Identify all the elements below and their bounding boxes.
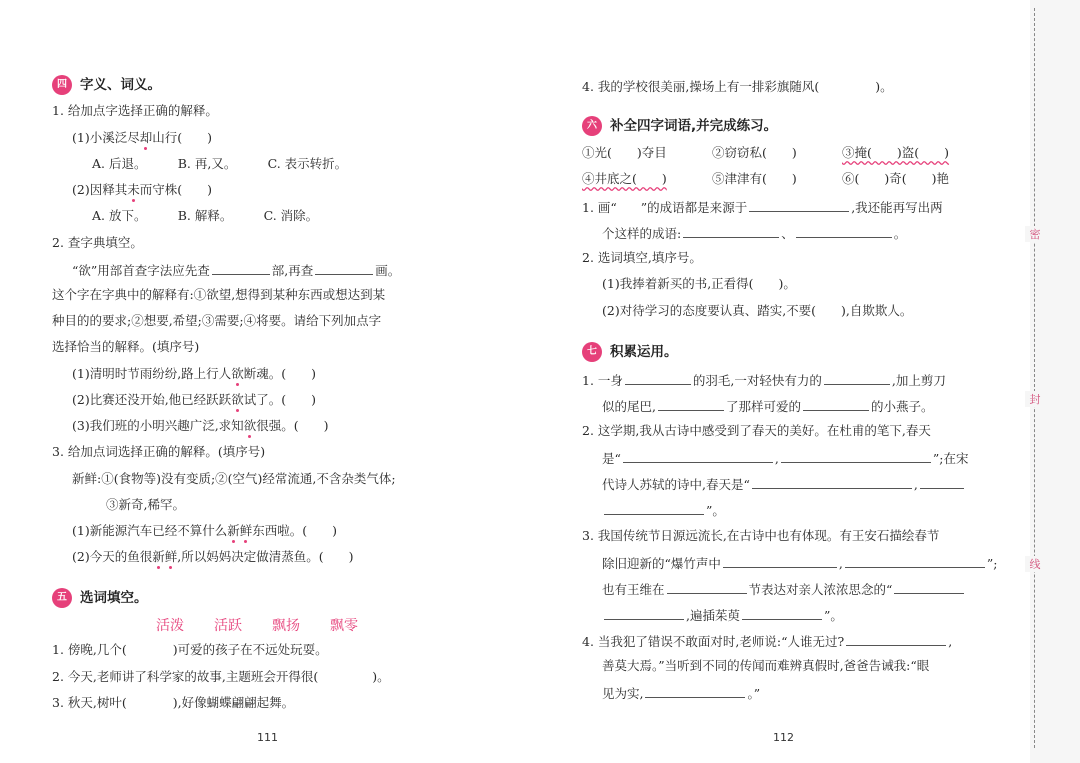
- answer-blank[interactable]: [658, 396, 724, 411]
- accumulate-question-4: 4. 当我犯了错误不敢面对时,老师说:“人谁无过? ,: [582, 631, 952, 651]
- dotted-char: 鲜: [164, 549, 178, 564]
- idiom-5: ⑤津津有( ): [712, 171, 797, 186]
- binding-margin: [1030, 0, 1080, 763]
- fill-question-2: 2. 今天,老师讲了科学家的故事,主题班会开得很( )。: [52, 669, 390, 684]
- accumulate-question-2-line-c: 代诗人苏轼的诗中,春天是“ ,: [602, 474, 966, 494]
- section-6-question-2: 2. 选词填空,填序号。: [582, 250, 702, 265]
- word-choice-2: 活跃: [214, 618, 242, 634]
- answer-blank[interactable]: [845, 553, 985, 568]
- idiom-4: ④井底之( ): [582, 171, 667, 186]
- binding-label-mi: 密: [1025, 226, 1045, 242]
- question-1-item-1: (1)小溪泛尽却山行( ): [72, 130, 212, 145]
- idiom-6: ⑥( )奇( )艳: [842, 171, 950, 186]
- answer-blank[interactable]: [781, 448, 931, 463]
- answer-blank[interactable]: [920, 474, 964, 489]
- section-6-question-2-item-2: (2)对待学习的态度要认真、踏实,不要( ),自欺欺人。: [602, 303, 913, 318]
- section-title: 补全四字词语,并完成练习。: [610, 118, 778, 134]
- question-1-item-2: (2)因释其未而守株( ): [72, 182, 212, 197]
- section-badge: 五: [52, 588, 72, 608]
- question-3-item-2: (2)今天的鱼很新鲜,所以妈妈决定做清蒸鱼。( ): [72, 549, 354, 564]
- section-title: 选词填空。: [80, 590, 148, 606]
- accumulate-question-2: 2. 这学期,我从古诗中感受到了春天的美好。在杜甫的笔下,春天: [582, 423, 931, 438]
- answer-blank[interactable]: [623, 448, 773, 463]
- binding-label-xian: 线: [1025, 556, 1045, 572]
- binding-label-feng: 封: [1025, 391, 1045, 407]
- accumulate-question-2-line-d: ”。: [602, 500, 725, 520]
- accumulate-question-4-line-b: 善莫大焉。”当听到不同的传闻而难辨真假时,爸爸告诫我:“眼: [602, 658, 930, 673]
- accumulate-question-3: 3. 我国传统节日源远流长,在古诗中也有体现。有王安石描绘春节: [582, 528, 940, 543]
- question-2-line-d: 选择恰当的解释。(填序号): [52, 339, 200, 354]
- word-choice-4: 飘零: [330, 618, 358, 634]
- section-badge: 七: [582, 342, 602, 362]
- answer-blank[interactable]: [212, 260, 270, 275]
- dotted-char: 欲: [243, 418, 257, 433]
- binding-dashed-line: [1034, 8, 1035, 748]
- question-2: 2. 查字典填空。: [52, 235, 143, 250]
- question-2-item-1: (1)清明时节雨纷纷,路上行人欲断魂。( ): [72, 366, 316, 381]
- dotted-char: 新: [152, 549, 165, 564]
- page-number-right: 112: [773, 731, 794, 744]
- idiom-1: ①光( )夺目: [582, 145, 667, 160]
- accumulate-question-3-line-b: 除旧迎新的“爆竹声中 , ”;: [602, 553, 998, 573]
- page-number-left: 111: [257, 731, 278, 744]
- dotted-char: 欲: [231, 366, 244, 381]
- accumulate-question-3-line-c: 也有王维在 节表达对亲人浓浓思念的“: [602, 579, 966, 599]
- question-2-line-c: 种目的的要求;②想要,希望;③需要;④将要。请给下列加点字: [52, 313, 382, 328]
- accumulate-question-3-line-d: ,遍插茱萸 ”。: [602, 605, 843, 625]
- idiom-2: ②窃窃私( ): [712, 145, 797, 160]
- answer-blank[interactable]: [645, 683, 745, 698]
- dotted-char: 却: [139, 130, 153, 145]
- right-page: [540, 0, 1030, 763]
- word-choice-3: 飘扬: [272, 618, 300, 634]
- answer-blank[interactable]: [796, 223, 892, 238]
- answer-blank[interactable]: [752, 474, 912, 489]
- fill-question-3: 3. 秋天,树叶( ),好像蝴蝶翩翩起舞。: [52, 695, 295, 710]
- answer-blank[interactable]: [742, 605, 822, 620]
- question-3: 3. 给加点词选择正确的解释。(填序号): [52, 444, 266, 459]
- accumulate-question-1: 1. 一身 的羽毛,一对轻快有力的 ,加上剪刀: [582, 370, 946, 390]
- accumulate-question-1-cont: 似的尾巴, 了那样可爱的 的小燕子。: [602, 396, 934, 416]
- question-2-line-b: 这个字在字典中的解释有:①欲望,想得到某种东西或想达到某: [52, 287, 386, 302]
- answer-blank[interactable]: [749, 197, 849, 212]
- question-2-line-a: “欲”用部首查字法应先查 部,再查 画。: [72, 260, 400, 280]
- section-6-question-2-item-1: (1)我捧着新买的书,正看得( )。: [602, 276, 796, 291]
- idiom-3: ③掩( )盗( ): [842, 145, 950, 160]
- answer-blank[interactable]: [604, 605, 684, 620]
- section-6-question-1: 1. 画“ ”的成语都是来源于 ,我还能再写出两: [582, 197, 943, 217]
- section-5-heading: [52, 588, 148, 608]
- answer-blank[interactable]: [315, 260, 373, 275]
- dotted-char: 欲: [231, 392, 244, 407]
- section-6-heading: [582, 116, 777, 136]
- word-choice-1: 活泼: [156, 618, 184, 634]
- answer-blank[interactable]: [683, 223, 779, 238]
- accumulate-question-2-line-b: 是“ , ”;在宋: [602, 448, 968, 468]
- question-3-line-a: 新鲜:①(食物等)没有变质;②(空气)经常流通,不含杂类气体;: [72, 471, 396, 486]
- section-title: 积累运用。: [610, 344, 678, 360]
- answer-blank[interactable]: [894, 579, 964, 594]
- answer-blank[interactable]: [604, 500, 704, 515]
- section-6-question-1-cont: 个这样的成语: 、 。: [602, 223, 906, 243]
- question-1: 1. 给加点字选择正确的解释。: [52, 103, 218, 118]
- question-2-item-3: (3)我们班的小明兴趣广泛,求知欲很强。( ): [72, 418, 329, 433]
- section-title: 字义、词义。: [80, 77, 161, 93]
- answer-blank[interactable]: [723, 553, 837, 568]
- answer-blank[interactable]: [824, 370, 890, 385]
- fill-question-4: 4. 我的学校很美丽,操场上有一排彩旗随风( )。: [582, 79, 893, 94]
- section-4-heading: [52, 75, 161, 95]
- dotted-char: 鲜: [239, 523, 253, 538]
- question-1-item-1-options: A. 后退。 B. 再,又。 C. 表示转折。: [92, 156, 348, 171]
- question-3-line-b: ③新奇,稀罕。: [106, 497, 185, 512]
- answer-blank[interactable]: [625, 370, 691, 385]
- fill-question-1: 1. 傍晚,几个( )可爱的孩子在不远处玩耍。: [52, 642, 328, 657]
- question-3-item-1: (1)新能源汽车已经不算什么新鲜东西啦。( ): [72, 523, 338, 538]
- answer-blank[interactable]: [846, 631, 946, 646]
- question-2-item-2: (2)比赛还没开始,他已经跃跃欲试了。( ): [72, 392, 316, 407]
- accumulate-question-4-line-c: 见为实, 。”: [602, 683, 760, 703]
- section-7-heading: [582, 342, 678, 362]
- answer-blank[interactable]: [803, 396, 869, 411]
- section-badge: 四: [52, 75, 72, 95]
- question-1-item-2-options: A. 放下。 B. 解释。 C. 消除。: [92, 208, 319, 223]
- dotted-char: 未: [127, 182, 140, 197]
- section-badge: 六: [582, 116, 602, 136]
- dotted-char: 新: [227, 523, 240, 538]
- answer-blank[interactable]: [667, 579, 747, 594]
